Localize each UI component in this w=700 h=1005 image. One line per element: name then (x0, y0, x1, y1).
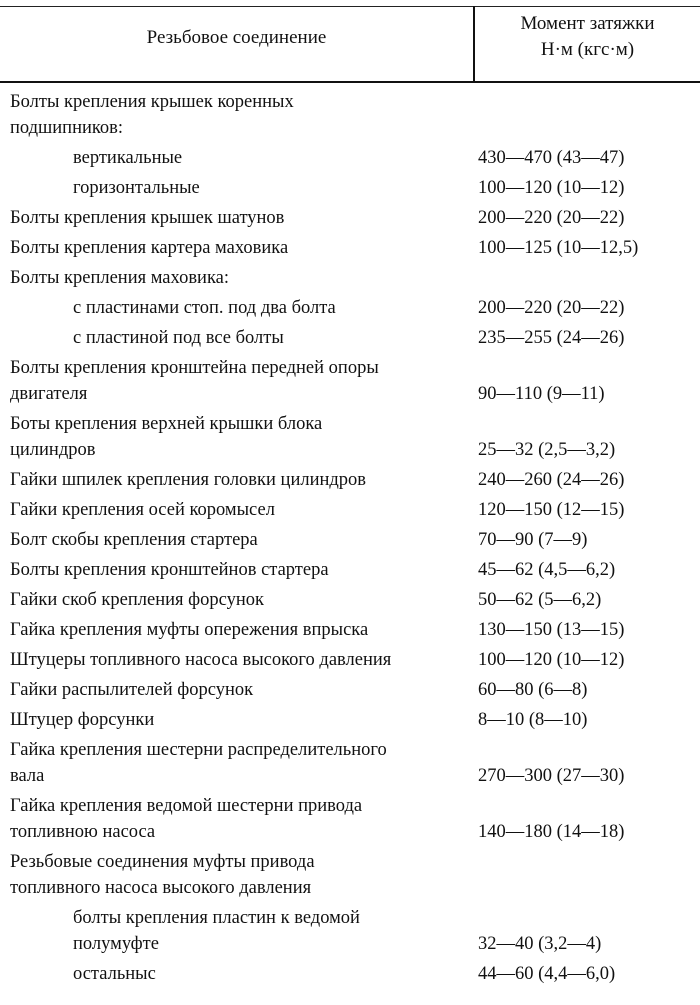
table-row (0, 265, 700, 291)
table-row (0, 617, 700, 643)
connection-label (10, 355, 379, 407)
header-torque-column (475, 11, 700, 63)
connection-label (10, 793, 362, 845)
connection-label (10, 849, 315, 901)
connection-label (10, 647, 391, 673)
connection-label-line: полумуфте (73, 934, 159, 954)
table-row (0, 737, 700, 789)
table-row (0, 205, 700, 231)
connection-label-line: Болты крепления крышек шатунов (10, 208, 285, 228)
table-row (0, 175, 700, 201)
torque-value: 70—90 (7—9) (478, 530, 588, 550)
table-row (0, 647, 700, 673)
connection-label-line: Гайки крепления осей коромысел (10, 500, 275, 520)
connection-label (10, 617, 368, 643)
table-row (0, 677, 700, 703)
torque-value: 100—120 (10—12) (478, 650, 625, 670)
connection-label-line: Болты крепления кронштейнов стартера (10, 560, 329, 580)
torque-value: 100—125 (10—12,5) (478, 238, 639, 258)
connection-label (73, 175, 200, 201)
connection-label-line: с пластинами стоп. под два болта (73, 298, 336, 318)
connection-label-line: Гайки распылителей форсунок (10, 680, 254, 700)
connection-label (73, 325, 284, 351)
connection-label-line: цилиндров (10, 440, 96, 460)
connection-label-line: двигателя (10, 384, 88, 404)
table-row (0, 849, 700, 901)
connection-label (10, 467, 366, 493)
connection-label-line: Гайка крепления муфты опережения впрыска (10, 620, 369, 640)
connection-label-line: с пластиной под все болты (73, 328, 284, 348)
table-row (0, 793, 700, 845)
connection-label (10, 707, 154, 733)
connection-label-line: Боты крепления верхней крышки блока (10, 414, 323, 434)
connection-label-line: Болты крепления кронштейна передней опоры (10, 358, 379, 378)
connection-label-line: Гайка крепления шестерни распределительного (10, 740, 387, 760)
connection-label-line: остальныс (73, 964, 156, 984)
torque-value: 200—220 (20—22) (478, 298, 625, 318)
table-row (0, 89, 700, 141)
connection-label-line: Резьбовые соединения муфты привода (10, 852, 315, 872)
connection-label-line: болты крепления пластин к ведомой (73, 908, 360, 928)
table-row (0, 235, 700, 261)
connection-label-line: топливною насоса (10, 822, 156, 842)
connection-label (10, 235, 288, 261)
table-row (0, 905, 700, 957)
connection-label (10, 737, 387, 789)
torque-value: 50—62 (5—6,2) (478, 590, 602, 610)
connection-label (10, 265, 229, 291)
torque-value: 270—300 (27—30) (478, 766, 625, 786)
connection-label (10, 89, 294, 141)
connection-label-line: Гайки шпилек крепления головки цилиндров (10, 470, 367, 490)
table-top-rule (0, 6, 700, 7)
connection-label-line: Болты крепления крышек коренных (10, 92, 294, 112)
torque-value: 235—255 (24—26) (478, 328, 625, 348)
torque-value: 25—32 (2,5—3,2) (478, 440, 616, 460)
connection-label-line: вертикальные (73, 148, 183, 168)
torque-value: 140—180 (14—18) (478, 822, 625, 842)
connection-label (10, 497, 275, 523)
table-row (0, 411, 700, 463)
header-torque-line1: Момент затяжки (520, 13, 655, 34)
connection-label-line: Болт скобы крепления стартера (10, 530, 258, 550)
connection-label (10, 557, 329, 583)
torque-value: 120—150 (12—15) (478, 500, 625, 520)
torque-value: 8—10 (8—10) (478, 710, 588, 730)
torque-value: 240—260 (24—26) (478, 470, 625, 490)
table-row (0, 145, 700, 171)
connection-label-line: топливного насоса высокого давления (10, 878, 312, 898)
header-bottom-rule (0, 81, 700, 83)
connection-label (10, 587, 264, 613)
torque-value: 100—120 (10—12) (478, 178, 625, 198)
torque-value: 430—470 (43—47) (478, 148, 625, 168)
torque-value: 130—150 (13—15) (478, 620, 625, 640)
connection-label-line: горизонтальные (73, 178, 200, 198)
table-row (0, 355, 700, 407)
connection-label (73, 295, 336, 321)
connection-label-line: Болты крепления картера маховика (10, 238, 289, 258)
table-row (0, 587, 700, 613)
torque-value: 45—62 (4,5—6,2) (478, 560, 616, 580)
connection-label-line: Гайка крепления ведомой шестерни привода (10, 796, 363, 816)
connection-label-line: подшипников: (10, 118, 124, 138)
connection-label-line: Штуцер форсунки (10, 710, 155, 730)
connection-label (73, 145, 182, 171)
torque-value: 32—40 (3,2—4) (478, 934, 602, 954)
table-row (0, 527, 700, 553)
connection-label (73, 961, 156, 987)
table-row (0, 961, 700, 987)
connection-label (10, 205, 284, 231)
connection-label-line: Штуцеры топливного насоса высокого давления (10, 650, 392, 670)
torque-value: 200—220 (20—22) (478, 208, 625, 228)
table-row (0, 497, 700, 523)
header-connection-column: Резьбовое соединение (146, 27, 327, 48)
connection-label (10, 527, 258, 553)
torque-value: 44—60 (4,4—6,0) (478, 964, 616, 984)
connection-label-line: Гайки скоб крепления форсунок (10, 590, 264, 610)
connection-label (73, 905, 360, 957)
connection-label (10, 677, 253, 703)
connection-label-line: Болты крепления маховика: (10, 268, 230, 288)
header-torque-line2: Н·м (кгс·м) (540, 39, 635, 60)
table-row (0, 325, 700, 351)
torque-value: 90—110 (9—11) (478, 384, 605, 404)
table-row (0, 295, 700, 321)
connection-label (10, 411, 322, 463)
table-row (0, 557, 700, 583)
table-row (0, 467, 700, 493)
torque-value: 60—80 (6—8) (478, 680, 588, 700)
connection-label-line: вала (10, 766, 45, 786)
table-row (0, 707, 700, 733)
